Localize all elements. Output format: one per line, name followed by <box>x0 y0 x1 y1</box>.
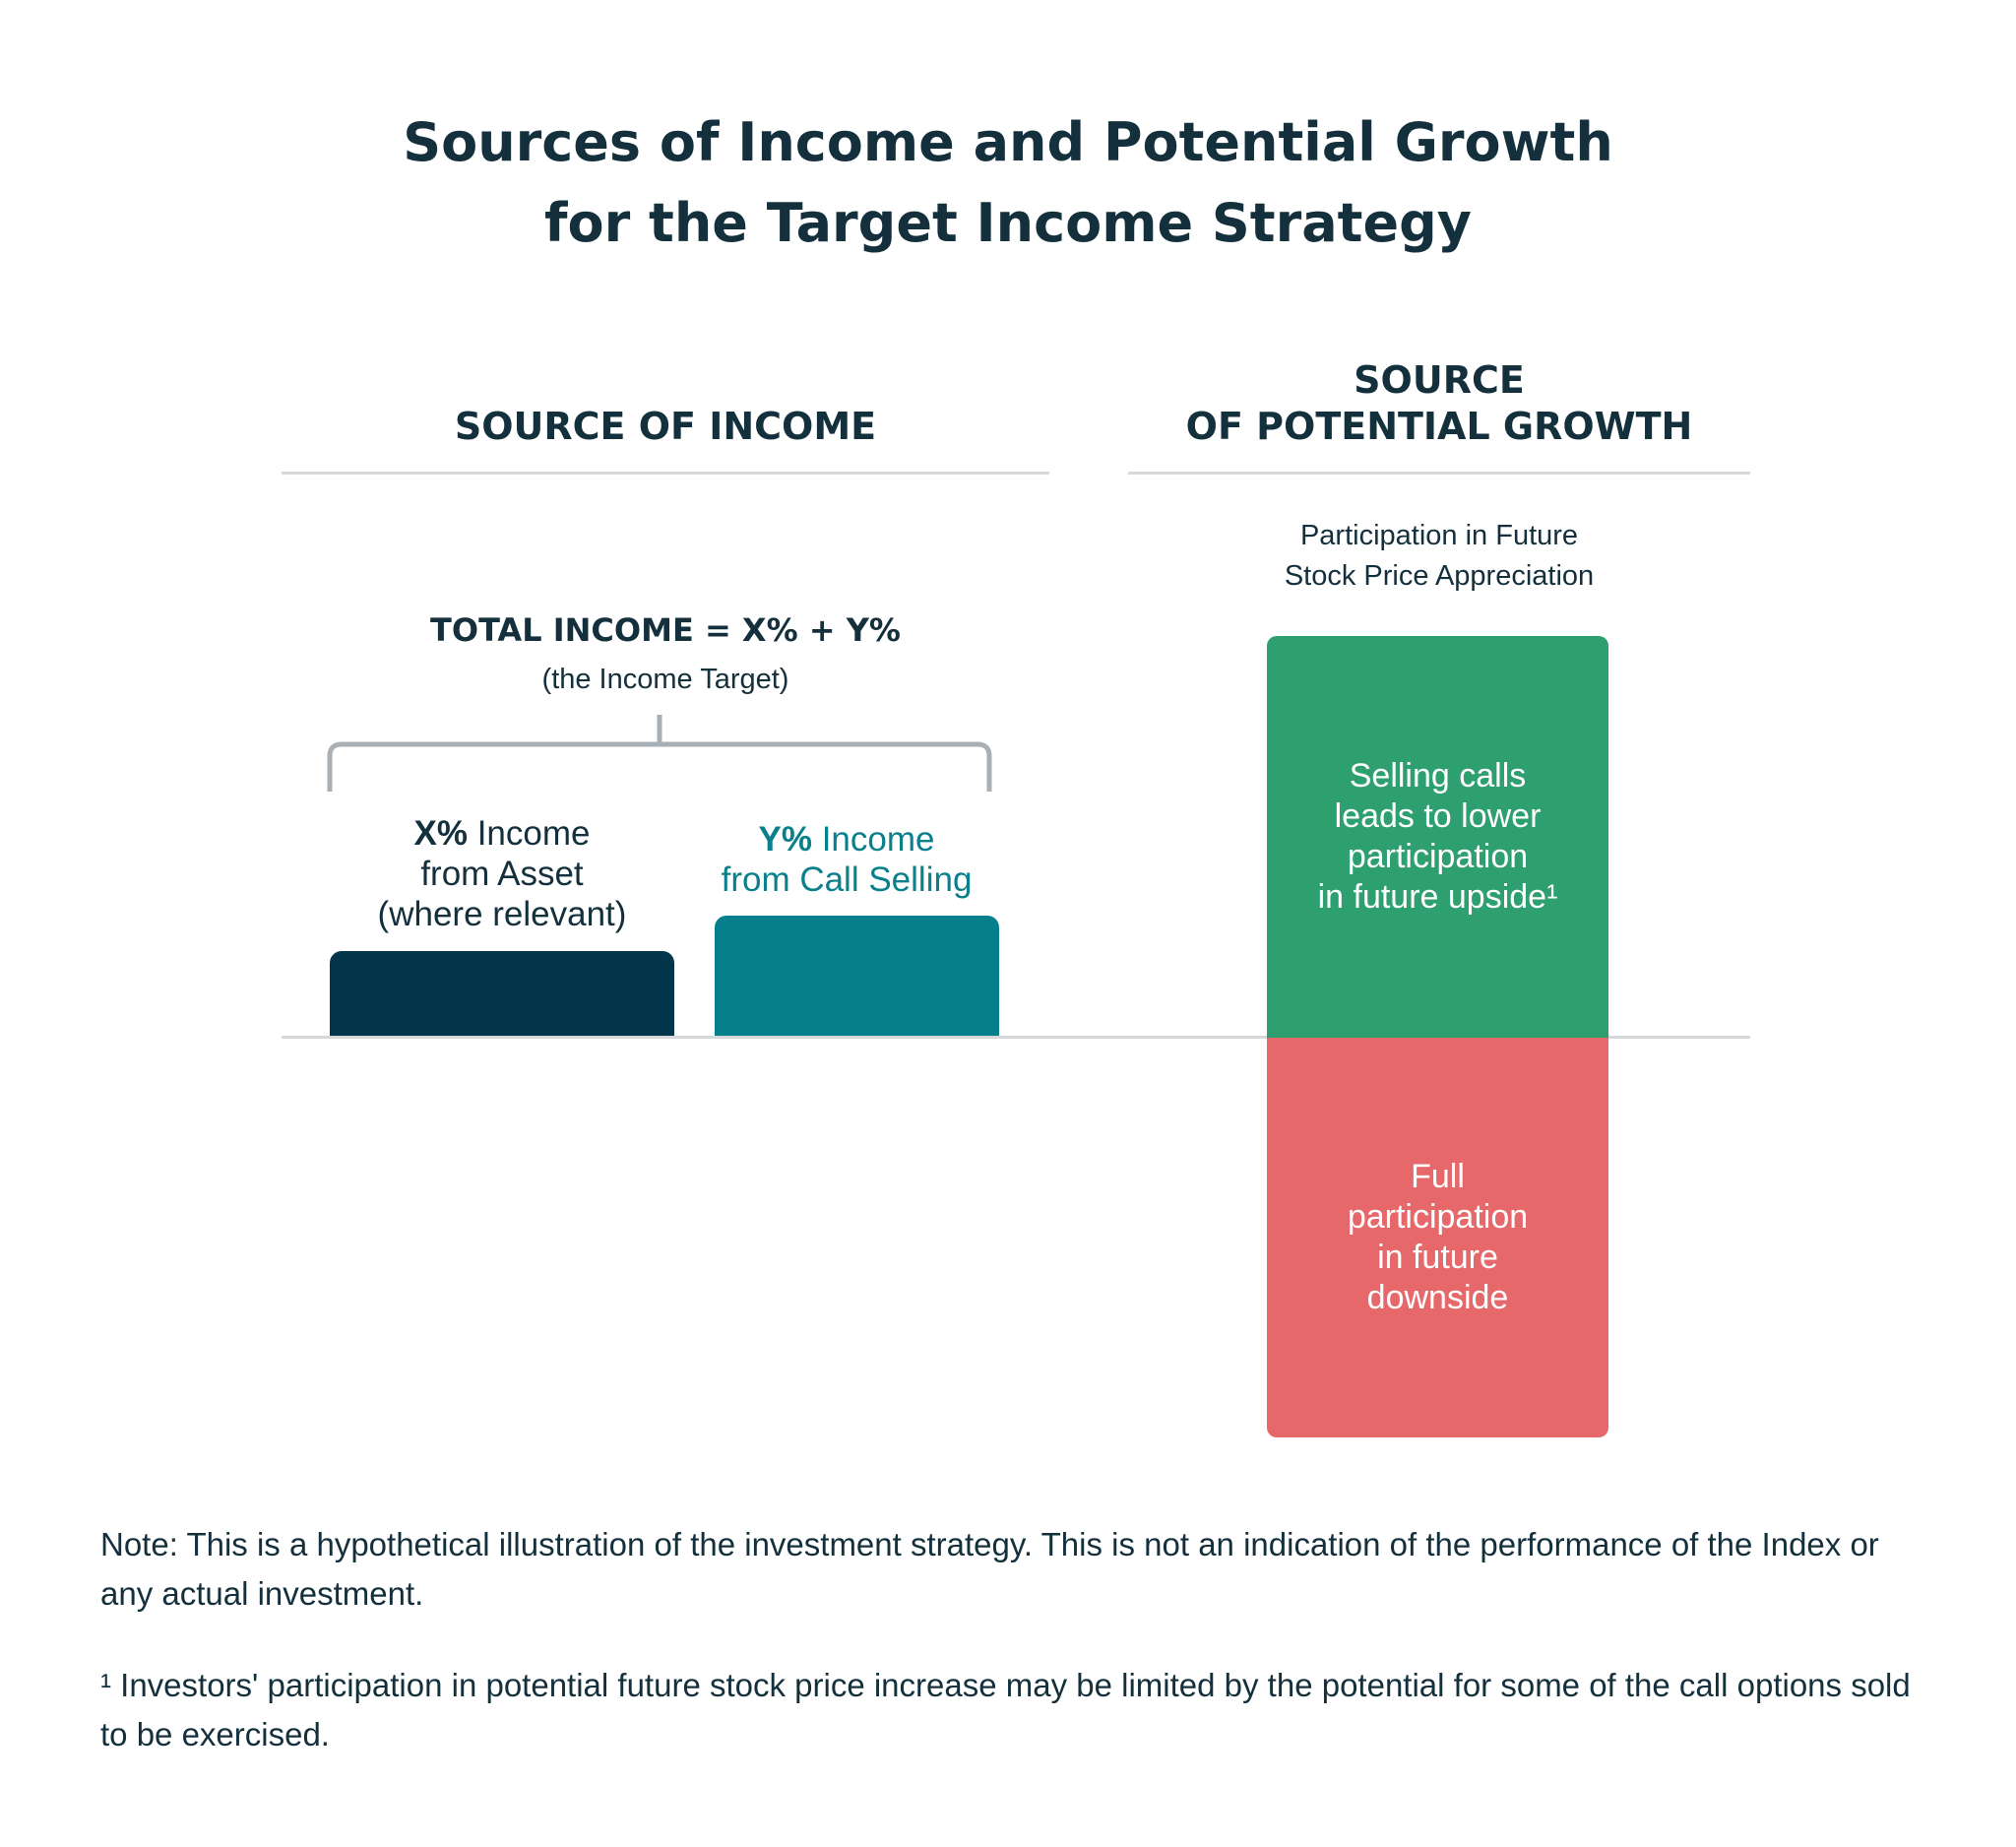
income-target-sublabel: (the Income Target) <box>541 664 789 695</box>
growth-caption-line1: Participation in Future <box>1299 520 1579 551</box>
downside-box-text <box>1348 1157 1528 1318</box>
call-income-word: Income <box>821 820 935 859</box>
asset-income-word: Income <box>476 814 591 853</box>
downside-line3: in future <box>1377 1239 1498 1276</box>
call-income-label-line2: from Call Selling <box>721 860 973 899</box>
call-income-label-line1 <box>689 819 1004 860</box>
total-income-label: TOTAL INCOME = X% + Y% <box>430 611 901 649</box>
footnote-text: ¹ Investors' participation in potential future stock price increase may be limited by the potential for some of the call options sold to be exercised. <box>100 1667 1911 1752</box>
diagram-title-line1: Sources of Income and Potential Growth <box>403 111 1613 173</box>
diagram-title <box>0 102 2016 264</box>
asset-income-percent: X% <box>413 814 468 853</box>
source-of-income-heading: SOURCE OF INCOME <box>454 405 877 448</box>
growth-caption-line2: Stock Price Appreciation <box>1284 560 1595 592</box>
upside-box-text <box>1318 756 1558 918</box>
upside-line2: leads to lower <box>1334 797 1542 835</box>
disclaimer-note: Note: This is a hypothetical illustration of the investment strategy. This is not an indication of the performance of the Index or any actual investment. <box>100 1526 1879 1612</box>
upside-line4: in future upside¹ <box>1317 878 1558 916</box>
downside-participation-box <box>1267 1038 1608 1437</box>
growth-heading-line1: SOURCE <box>1354 358 1525 402</box>
growth-heading-divider <box>1128 472 1750 475</box>
upside-line1: Selling calls <box>1349 757 1527 795</box>
downside-line4: downside <box>1366 1279 1509 1316</box>
income-heading-divider <box>282 472 1049 475</box>
asset-income-label-line3: (where relevant) <box>377 895 627 933</box>
downside-line1: Full <box>1411 1158 1465 1195</box>
call-income-percent: Y% <box>758 820 812 859</box>
upside-participation-box <box>1267 636 1608 1038</box>
upside-line3: participation <box>1347 838 1529 875</box>
income-bracket <box>315 715 1004 803</box>
diagram-title-line2: for the Target Income Strategy <box>544 192 1472 254</box>
asset-income-label <box>295 813 709 934</box>
call-income-label <box>689 819 1004 900</box>
call-income-bar <box>715 916 999 1037</box>
asset-income-label-line2: from Asset <box>420 855 584 893</box>
asset-income-bar <box>330 951 674 1037</box>
growth-heading-line2: OF POTENTIAL GROWTH <box>1185 405 1693 448</box>
asset-income-label-line1 <box>295 813 709 854</box>
source-of-growth-heading <box>1128 357 1750 450</box>
downside-line2: participation <box>1347 1198 1529 1236</box>
growth-caption <box>1128 516 1750 597</box>
